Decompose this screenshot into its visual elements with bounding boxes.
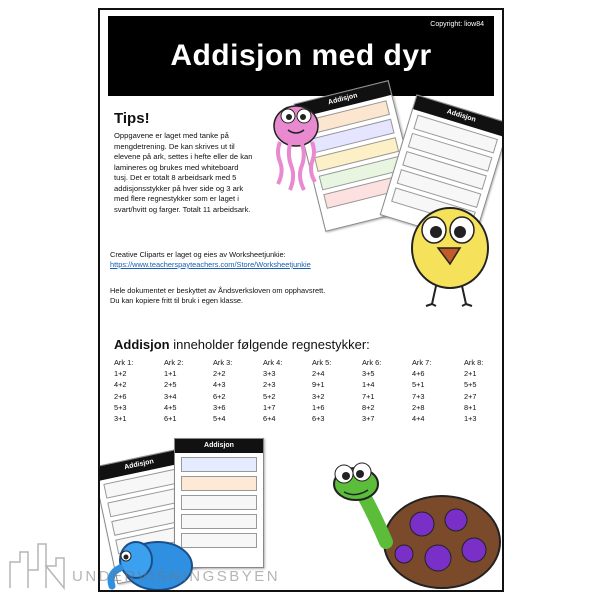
ark-label: Ark 5: bbox=[312, 358, 332, 367]
tips-line: lamineres og brukes med whiteboard bbox=[114, 162, 239, 172]
ark-item: 1+4 bbox=[362, 380, 375, 390]
ark-label: Ark 3: bbox=[213, 358, 233, 367]
ark-column bbox=[412, 357, 431, 424]
ark-item: 3+3 bbox=[263, 369, 276, 379]
ark-item: 5+1 bbox=[412, 380, 425, 390]
ark-item: 5+4 bbox=[213, 414, 226, 424]
tips-line: mengdetrening. De kan skrives ut til bbox=[114, 141, 235, 151]
worksheet-thumbnail-heading: Addisjon bbox=[98, 449, 185, 481]
ark-item: 2+8 bbox=[412, 402, 425, 412]
ark-item: 1+2 bbox=[114, 369, 127, 379]
ark-item: 1+1 bbox=[164, 369, 177, 379]
ark-item: 4+3 bbox=[213, 380, 226, 390]
copyright-text: Copyright: liow84 bbox=[430, 21, 484, 28]
ark-item: 2+6 bbox=[114, 391, 127, 401]
ark-label: Ark 8: bbox=[464, 358, 484, 367]
ark-item: 3+1 bbox=[114, 414, 127, 424]
ark-item: 1+3 bbox=[464, 414, 477, 424]
ark-item: 3+5 bbox=[362, 369, 375, 379]
ark-column bbox=[312, 357, 331, 424]
ark-item: 8+1 bbox=[464, 402, 477, 412]
ark-item: 8+2 bbox=[362, 402, 375, 412]
ark-column bbox=[464, 357, 483, 424]
ark-item: 6+4 bbox=[263, 414, 276, 424]
ark-item: 1+6 bbox=[312, 402, 325, 412]
copyright-note bbox=[110, 286, 370, 306]
ark-item: 2+2 bbox=[213, 369, 226, 379]
city-skyline-icon bbox=[6, 540, 76, 590]
ark-item: 5+5 bbox=[464, 380, 477, 390]
ark-item: 6+1 bbox=[164, 414, 177, 424]
worksheet-page bbox=[98, 8, 504, 592]
ark-item: 9+1 bbox=[312, 380, 325, 390]
contents-heading-bold: Addisjon bbox=[114, 337, 170, 352]
credit-link[interactable]: https://www.teacherspayteachers.com/Store/Worksheetjunkie bbox=[110, 260, 311, 269]
worksheet-thumbnail-heading: Addisjon bbox=[295, 81, 392, 118]
ark-item: 4+2 bbox=[114, 380, 127, 390]
tips-line: tusj. Det er totalt 8 arbeidsark med 5 bbox=[114, 173, 237, 182]
ark-item: 5+2 bbox=[263, 391, 276, 401]
tips-line: elevene på ark, settes i hefte eller de kan bbox=[114, 152, 253, 161]
ark-item: 4+6 bbox=[412, 369, 425, 379]
credit-text: Creative Cliparts er laget og eies av Worksheetjunkie: bbox=[110, 250, 286, 259]
ark-item: 1+7 bbox=[263, 402, 276, 412]
tips-line: Oppgavene er laget med tanke på bbox=[114, 131, 229, 140]
ark-item: 2+3 bbox=[263, 380, 276, 390]
credit-block bbox=[110, 250, 370, 270]
copyright-note-line: Du kan kopiere fritt til bruk i egen klasse. bbox=[110, 296, 244, 305]
ark-item: 2+1 bbox=[464, 369, 477, 379]
ark-item: 7+3 bbox=[412, 391, 425, 401]
ark-label: Ark 2: bbox=[164, 358, 184, 367]
ark-item: 2+5 bbox=[164, 380, 177, 390]
tips-line: addisjonsstykker på hver side og 3 ark bbox=[114, 183, 244, 193]
ark-item: 7+1 bbox=[362, 391, 375, 401]
tips-line: svart/hvitt og farger. Totalt 11 arbeidsark. bbox=[114, 204, 251, 214]
watermark-text: UNDERVISNINGSBYEN bbox=[72, 568, 281, 585]
tips-line: med flere regnestykker som er laget i bbox=[114, 194, 239, 203]
ark-item: 2+7 bbox=[464, 391, 477, 401]
ark-column bbox=[362, 357, 381, 424]
worksheet-thumbnail-heading: Addisjon bbox=[175, 439, 263, 453]
ark-column bbox=[263, 357, 282, 424]
ark-column bbox=[114, 357, 133, 424]
ark-label: Ark 7: bbox=[412, 358, 432, 367]
ark-item: 4+5 bbox=[164, 402, 177, 412]
ark-column bbox=[213, 357, 232, 424]
ark-item: 6+2 bbox=[213, 391, 226, 401]
page-title: Addisjon med dyr bbox=[170, 39, 432, 72]
jellyfish-illustration bbox=[266, 96, 326, 198]
title-banner bbox=[108, 16, 494, 96]
contents-heading bbox=[114, 337, 370, 352]
copyright-note-line: Hele dokumentet er beskyttet av Åndsverksloven om opphavsrett. bbox=[110, 286, 326, 295]
worksheet-thumbnail-heading: Addisjon bbox=[413, 96, 504, 137]
tips-heading: Tips! bbox=[114, 110, 150, 127]
ark-label: Ark 1: bbox=[114, 358, 134, 367]
ark-label: Ark 6: bbox=[362, 358, 382, 367]
turtle-illustration bbox=[314, 454, 504, 592]
ark-item: 5+3 bbox=[114, 402, 127, 412]
ark-item: 3+7 bbox=[362, 414, 375, 424]
ark-item: 3+6 bbox=[213, 402, 226, 412]
chick-illustration bbox=[400, 190, 498, 308]
ark-item: 3+4 bbox=[164, 391, 177, 401]
ark-item: 4+4 bbox=[412, 414, 425, 424]
ark-item: 6+3 bbox=[312, 414, 325, 424]
ark-item: 2+4 bbox=[312, 369, 325, 379]
ark-column bbox=[164, 357, 183, 424]
ark-item: 3+2 bbox=[312, 391, 325, 401]
contents-heading-rest: inneholder følgende regnestykker: bbox=[169, 337, 370, 352]
ark-label: Ark 4: bbox=[263, 358, 283, 367]
